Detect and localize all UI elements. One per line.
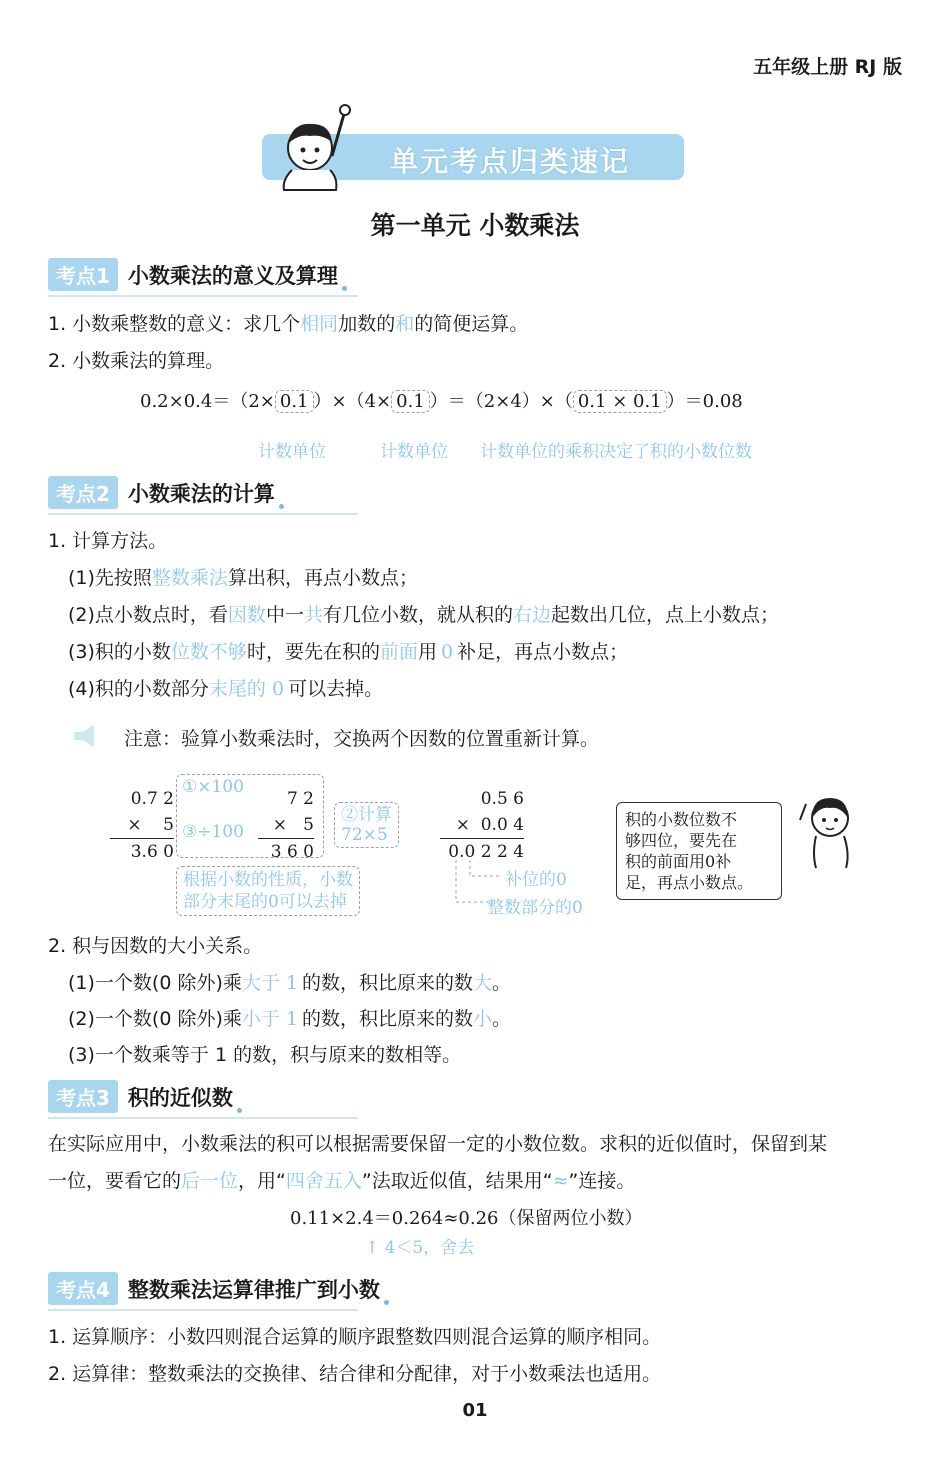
s2-relation-2: (2)一个数(0 除外)乘小于 1 的数，积比原来的数小。 xyxy=(68,1008,512,1030)
section-title: 小数乘法的意义及算理 xyxy=(127,264,338,288)
s2-line-1: 1. 计算方法。 xyxy=(48,530,168,552)
pointer-lines xyxy=(448,858,508,908)
banner-title: 单元考点归类速记 xyxy=(390,145,631,178)
step-compute-note: ②计算 72×5 xyxy=(334,802,399,848)
note-padding-zero: 补位的0 xyxy=(505,870,567,890)
s4-line-1: 1. 运算顺序：小数四则混合运算的顺序跟整数四则混合运算的顺序相同。 xyxy=(48,1326,662,1348)
s1-line-1: 1. 小数乘整数的意义：求几个相同加数的和的简便运算。 xyxy=(48,313,529,335)
tip-speech-bubble: 积的小数位数不 够四位，要先在 积的前面用0补 足，再点小数点。 xyxy=(616,802,782,900)
divider xyxy=(48,513,358,515)
calc-72x5: 7 2 × 5 3 6 0 xyxy=(258,786,314,865)
s1-equation: 0.2×0.4＝（2× 0.1 ）×（4× 0.1 ）＝（2×4）×（ 0.1 × 0.1 ）＝0.08 xyxy=(140,391,743,412)
s2-point-2: (2)点小数点时，看因数中一共有几位小数，就从积的右边起数出几位，点上小数点； xyxy=(68,604,780,626)
s2-relation-1: (1)一个数(0 除外)乘大于 1 的数，积比原来的数大。 xyxy=(68,972,512,994)
s3-line-1: 在实际应用中，小数乘法的积可以根据需要保留一定的小数位数。求积的近似值时，保留到某 xyxy=(48,1133,828,1155)
section-title: 小数乘法的计算 xyxy=(127,482,275,506)
megaphone-icon xyxy=(70,722,98,750)
section-1-heading xyxy=(48,258,347,291)
calc-072x5: 0.7 2 × 5 3.6 0 xyxy=(110,786,174,865)
divider xyxy=(48,295,358,297)
section-3-heading xyxy=(48,1080,242,1113)
bullet-dot-icon xyxy=(384,1300,389,1305)
note-product-decides: 计数单位的乘积决定了积的小数位数 xyxy=(480,442,752,462)
bullet-dot-icon xyxy=(237,1108,242,1113)
notice-text: 注意：验算小数乘法时，交换两个因数的位置重新计算。 xyxy=(124,728,600,750)
section-tag: 考点1 xyxy=(48,258,118,291)
section-title: 积的近似数 xyxy=(127,1086,233,1110)
bullet-dot-icon xyxy=(342,286,347,291)
note-counting-unit-1: 计数单位 xyxy=(258,442,326,462)
rounding-note: ↑ 4＜5，舍去 xyxy=(365,1238,475,1258)
trailing-zero-tip: 根据小数的性质，小数 部分末尾的0可以去掉 xyxy=(176,866,360,916)
divider xyxy=(48,1309,358,1311)
s2-line-2: 2. 积与因数的大小关系。 xyxy=(48,935,263,957)
section-2-heading xyxy=(48,476,284,509)
s2-relation-3: (3)一个数乘等于 1 的数，积与原来的数相等。 xyxy=(68,1044,462,1066)
bullet-dot-icon xyxy=(279,504,284,509)
s3-equation: 0.11×2.4＝0.264≈0.26（保留两位小数） xyxy=(290,1208,643,1229)
section-4-heading xyxy=(48,1272,389,1305)
girl-illustration xyxy=(790,790,860,870)
s2-point-1: (1)先按照整数乘法算出积，再点小数点； xyxy=(68,567,418,589)
page-number: 01 xyxy=(462,1400,488,1421)
s2-point-3: (3)积的小数位数不够时，要先在积的前面用 0 补足，再点小数点； xyxy=(68,641,629,663)
divider xyxy=(48,1117,358,1119)
calc-056x004: 0.5 6 × 0.0 4 0.0 2 2 4 xyxy=(440,786,524,865)
step-times-100: ①×100 xyxy=(182,777,244,797)
s4-line-2: 2. 运算律：整数乘法的交换律、结合律和分配律，对于小数乘法也适用。 xyxy=(48,1363,662,1385)
pointing-kid-illustration xyxy=(272,100,362,192)
section-tag: 考点4 xyxy=(48,1272,118,1305)
section-tag: 考点2 xyxy=(48,476,118,509)
section-tag: 考点3 xyxy=(48,1080,118,1113)
grade-label: 五年级上册 RJ 版 xyxy=(753,56,902,78)
section-title: 整数乘法运算律推广到小数 xyxy=(127,1278,380,1302)
s2-point-4: (4)积的小数部分末尾的 0 可以去掉。 xyxy=(68,678,384,700)
note-integer-zero: 整数部分的0 xyxy=(487,898,583,918)
step-divide-100: ③÷100 xyxy=(182,822,244,842)
note-counting-unit-2: 计数单位 xyxy=(380,442,448,462)
unit-title: 第一单元 小数乘法 xyxy=(370,211,580,240)
s1-line-2: 2. 小数乘法的算理。 xyxy=(48,350,225,372)
s3-line-2: 一位，要看它的后一位，用“四舍五入”法取近似值，结果用“≈”连接。 xyxy=(48,1170,636,1192)
